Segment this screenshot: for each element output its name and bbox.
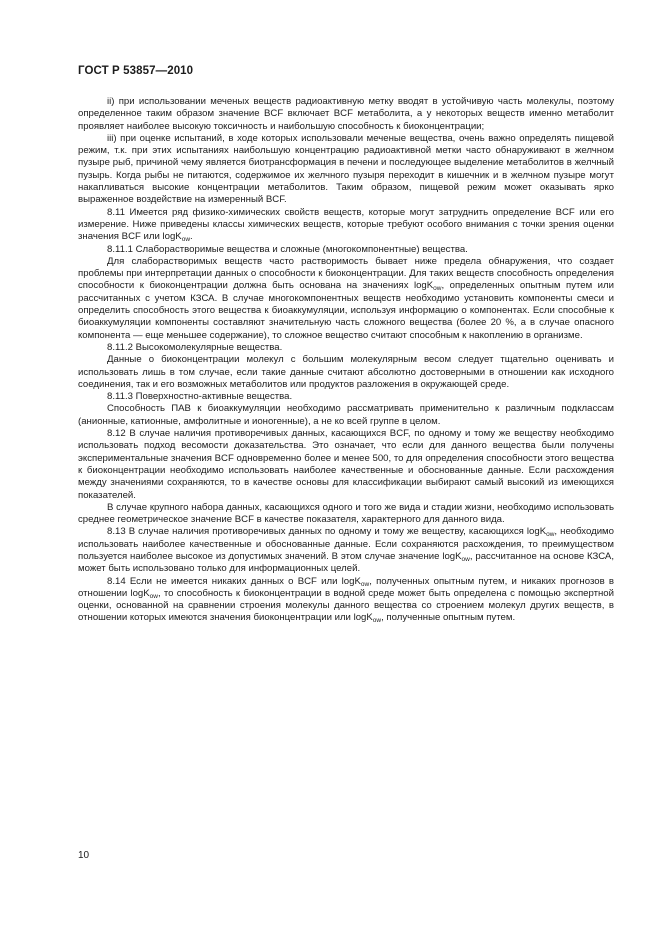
paragraph-8-12: 8.12 В случае наличия противоречивых данных, касающихся BCF, по одному и тому же веществу необходимо использовать подход весомости доказательства. Это означает, что если для данного вещества были получены экспериментальные значения BCF одновременно более и менее 500, то для определения способности этого вещества к биоконцентрации необходимо использовать наиболее качественные и обоснованные данные. Если расхождения между значениями сохраняются, то в качестве основы для классификации выбирают самый высокий из имеющихся показателей. [78, 428, 614, 501]
document-body [78, 96, 614, 625]
heading-8-11-3: 8.11.3 Поверхностно-активные вещества. [107, 391, 293, 403]
paragraph-surfactants: Способность ПАВ к биоаккумуляции необходимо рассматривать применительно к различным подклассам (анионные, катионные, амфолитные и ионогенные), а не ко всей группе в целом. [78, 403, 614, 427]
paragraph-8-13: 8.13 В случае наличия противоречивых данных по одному и тому же веществу, касающихся logK$_{ow}$, необходимо использовать наиболее качественные и обоснованные данные. Если сохраняются расхождения, то преимуществом пользуется наиболее высокое из допустимых значений. В этом случае значение logK$_{ow}$, рассчитанное на основе КЗСА, может быть использовано только для информационных целей. [78, 526, 615, 575]
paragraph-8-14: 8.14 Если не имеется никаких данных о BCF или logK$_{ow}$, полученных опытным путем, и никаких прогнозов в отношении logK$_{ow}$, то способность к биоконцентрации в водной среде может быть определена с помощью экспертной оценки, основанной на сравнении строения молекулы данного вещества со строением молекул других веществ, в отношении которых имеются значения биоконцентрации или logK$_{ow}$, полученные опытным путем. [78, 575, 614, 625]
paragraph-8-11: 8.11 Имеется ряд физико-химических свойств веществ, которые могут затруднить определение BCF или его измерение. Ниже приведены классы химических веществ, которые требуют особого внимания с точки зрения оценки значения BCF или logK$_{ow}$. [78, 206, 614, 244]
paragraph-large-dataset: В случае крупного набора данных, касающихся одного и того же вида и стадии жизни, необходимо использовать среднее геометрическое значение BCF в качестве показателя, характерного для данного вида. [78, 501, 614, 526]
paragraph-iii: iii) при оценке испытаний, в ходе которых использовали меченые вещества, очень важно определять пищевой режим, т.к. при этих испытаниях наибольшую концентрацию радиоактивной метки часто обнаруживают в желчном пузыре рыб, причиной чему является биотрансформация в печени и последующее выделение метаболитов в желчный пузырь. Когда рыбы не питаются, содержимое их желчного пузыря переходит в кишечник и в желчном пузыре могут накапливаться высокие концентрации метаболитов. Таким образом, пищевой режим может оказывать ярко выраженное воздействие на измеренный BCF. [78, 132, 614, 206]
heading-8-11-1: 8.11.1 Слаборастворимые вещества и сложные (многокомпонентные) вещества. [107, 243, 468, 255]
page-number: 10 [78, 850, 90, 861]
paragraph-high-molecular: Данные о биоконцентрации молекул с большим молекулярным весом следует тщательно оценивать и использовать лишь в том случае, если такие данные считают абсолютно достоверными в отношении как исходного соединения, так и его возможных метаболитов или продуктов разложения в окружающей среде. [78, 354, 614, 390]
document-header: ГОСТ Р 53857—2010 [78, 65, 194, 77]
paragraph-low-solubility: Для слаборастворимых веществ часто растворимость бывает ниже предела обнаружения, что создает проблемы при интерпретации данных о способности к биоконцентрации. Для таких веществ способность определения способности к биоконцентрации должна быть основана на значениях logK$_{ow}$, определенных опытным путем или рассчитанных с учетом КЗСА. В случае многокомпонентных веществ необходимо установить компоненты смеси и определить способность этого вещества к биоаккумуляции, используя информацию о компонентах. Если способные к биоаккумуляции компоненты составляют значительную часть сложного вещества (более 20 %, а в случае опасного компонента — еще меньшее содержание), то сложное вещество считают способным к накоплению в организме. [78, 255, 614, 341]
paragraph-ii: ii) при использовании меченых веществ радиоактивную метку вводят в устойчивую часть молекулы, поэтому определенное таким образом значение BCF включает BCF метаболита, а у некоторых веществ именно метаболит проявляет наиболее высокую токсичность и наибольшую способность к биоконцентрации; [78, 96, 614, 132]
heading-8-11-2: 8.11.2 Высокомолекулярные вещества. [107, 341, 283, 353]
